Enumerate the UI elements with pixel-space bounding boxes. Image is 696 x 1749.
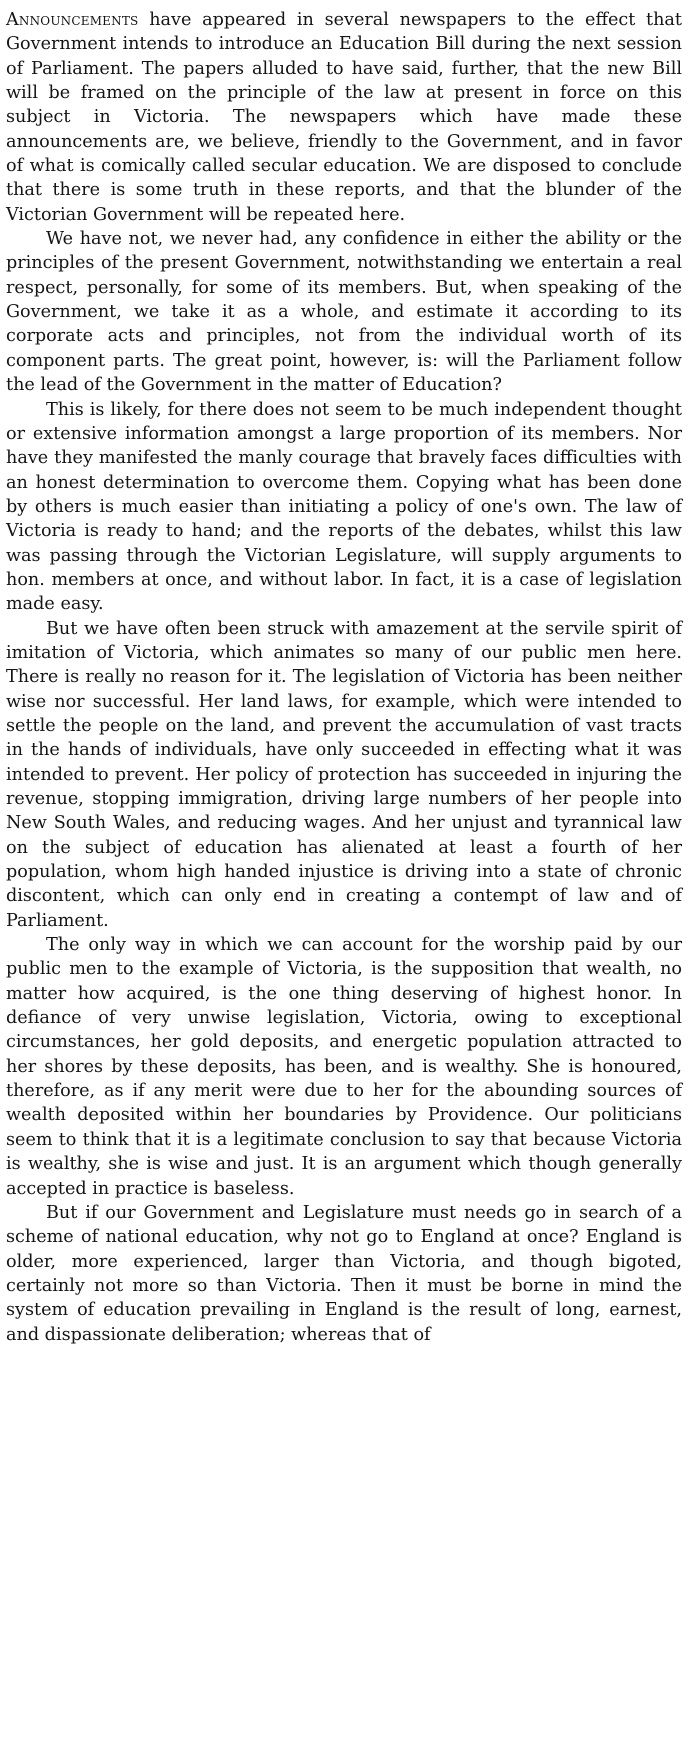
paragraph-1 bbox=[6, 8, 682, 227]
paragraph-1-text: have appeared in several newspapers to the effect that Government intends to introduce an Education Bill during the next session of Parliament. The papers alluded to have said, further, that the new Bill will be framed on the principle of the law at present in force on this subject in Victoria. The newspapers which have made these announcements are, we believe, friendly to the Government, and in favor of what is comically called secular education. We are disposed to conclude that there is some truth in these reports, and that the blunder of the Victorian Government will be repeated here. bbox=[6, 10, 682, 225]
paragraph-5: The only way in which we can account for the worship paid by our public men to the example of Victoria, is the supposition that wealth, no matter how acquired, is the one thing deserving of highest honor. In defiance of very unwise legislation, Victoria, owing to exceptional circumstances, her gold deposits, and energetic population attracted to her shores by these deposits, has been, and is wealthy. She is honoured, therefore, as if any merit were due to her for the abounding sources of wealth deposited within her boundaries by Providence. Our politicians seem to think that it is a legitimate conclusion to say that because Victoria is wealthy, she is wise and just. It is an argument which though generally accepted in practice is baseless. bbox=[6, 935, 682, 1199]
lead-word: Announcements bbox=[6, 10, 139, 30]
article-body bbox=[6, 8, 682, 1347]
paragraph-4: But we have often been struck with amazement at the servile spirit of imitation of Victoria, which animates so many of our public men here. There is really no reason for it. The legislation of Victoria has been neither wise nor successful. Her land laws, for example, which were intended to settle the people on the land, and prevent the accumulation of vast tracts in the hands of individuals, have only succeeded in effecting what it was intended to prevent. Her policy of protection has succeeded in injuring the revenue, stopping immigration, driving large numbers of her people into New South Wales, and reducing wages. And her unjust and tyrannical law on the subject of education has alienated at least a fourth of her population, whom high handed injustice is driving into a state of chronic discontent, which can only end in creating a contempt of law and of Parliament. bbox=[6, 618, 682, 931]
paragraph-3: This is likely, for there does not seem to be much independent thought or extensive information amongst a large proportion of its members. Nor have they manifested the manly courage that bravely faces difficulties with an honest determination to overcome them. Copying what has been done by others is much easier than initiating a policy of one's own. The law of Victoria is ready to hand; and the reports of the debates, whilst this law was passing through the Victorian Legislature, will supply arguments to hon. members at once, and without labor. In fact, it is a case of legislation made easy. bbox=[6, 399, 682, 615]
paragraph-6: But if our Government and Legislature must needs go in search of a scheme of national education, why not go to England at once? England is older, more experienced, larger than Victoria, and though bigoted, certainly not more so than Victoria. Then it must be borne in mind the system of education prevailing in England is the result of long, earnest, and dispassionate deliberation; whereas that of bbox=[6, 1202, 682, 1345]
paragraph-2: We have not, we never had, any confidence in either the ability or the principles of the present Government, notwithstanding we entertain a real respect, personally, for some of its members. But, when speaking of the Government, we take it as a whole, and estimate it according to its corporate acts and principles, not from the individual worth of its component parts. The great point, however, is: will the Parliament follow the lead of the Government in the matter of Education? bbox=[6, 229, 682, 396]
